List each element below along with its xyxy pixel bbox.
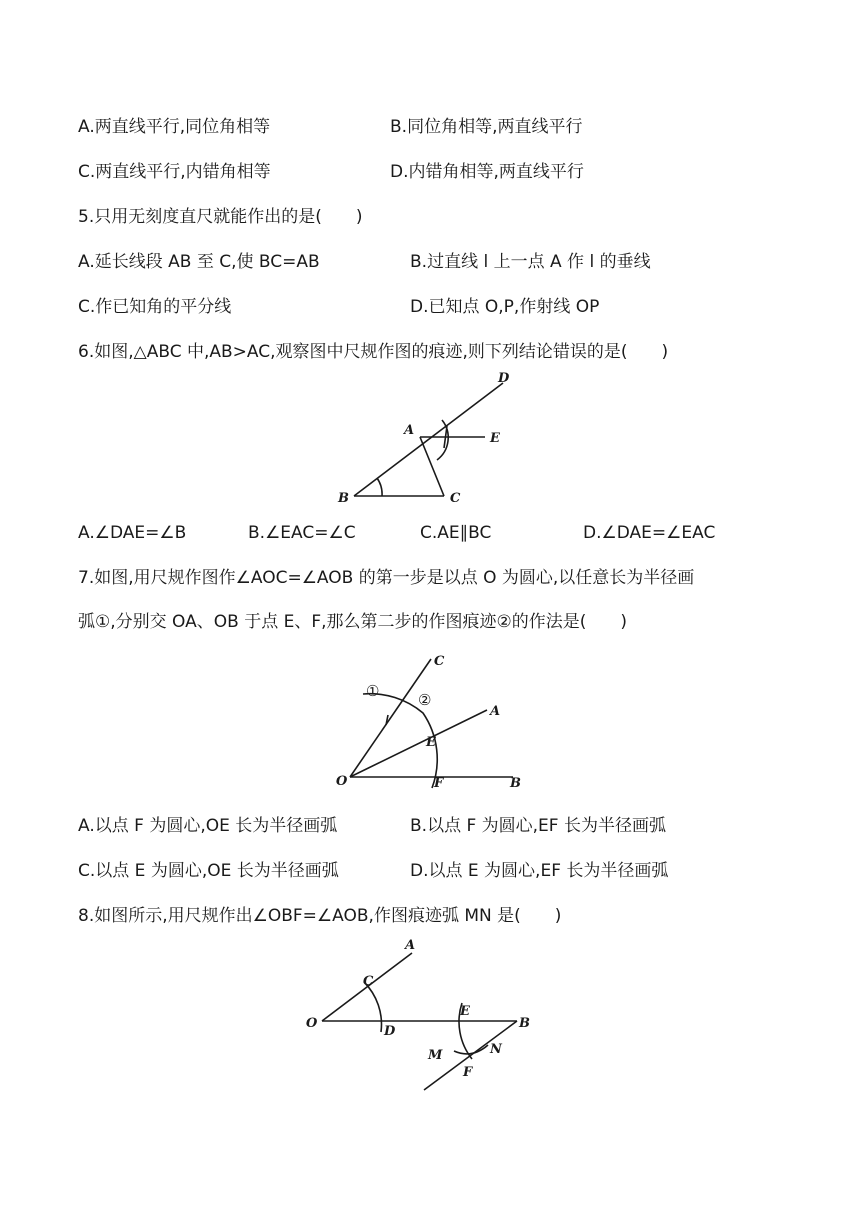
q4-option-b: B.同位角相等,两直线平行 (390, 117, 583, 137)
q4-option-a: A.两直线平行,同位角相等 (78, 117, 271, 137)
q6-triangle-figure (330, 368, 510, 508)
q7-angle-figure (330, 645, 530, 795)
q7-stem-line1: 7.如图,用尺规作图作∠AOC=∠AOB 的第一步是以点 O 为圆心,以任意长为半径画 (78, 568, 695, 588)
label-f: F (463, 1065, 473, 1080)
label-arc-2: ② (418, 691, 432, 709)
q7-option-c: C.以点 E 为圆心,OE 长为半径画弧 (78, 861, 339, 881)
segment-ac (420, 437, 444, 496)
q5-option-c: C.作已知角的平分线 (78, 297, 232, 317)
label-b: B (510, 776, 521, 791)
q5-stem: 5.只用无刻度直尺就能作出的是( ) (78, 207, 363, 227)
q5-option-d: D.已知点 O,P,作射线 OP (410, 297, 600, 317)
label-n: N (490, 1042, 502, 1057)
ray-oc (350, 659, 431, 777)
label-e: E (490, 431, 500, 446)
ray-oa (350, 710, 487, 777)
label-d: D (384, 1024, 396, 1039)
label-c: C (450, 491, 461, 506)
label-a: A (404, 423, 415, 438)
label-b: B (338, 491, 349, 506)
q4-option-c: C.两直线平行,内错角相等 (78, 162, 271, 182)
q6-option-a: A.∠DAE=∠B (78, 523, 187, 543)
label-c: C (363, 974, 374, 989)
label-a: A (490, 704, 501, 719)
q6-stem: 6.如图,△ABC 中,AB>AC,观察图中尺规作图的痕迹,则下列结论错误的是( ) (78, 342, 669, 362)
label-c: C (434, 654, 445, 669)
arc-2-mark (386, 715, 388, 725)
label-e: E (426, 735, 436, 750)
q6-option-c: C.AE∥BC (420, 523, 492, 543)
label-o: O (306, 1016, 318, 1031)
q7-option-b: B.以点 F 为圆心,EF 长为半径画弧 (410, 816, 666, 836)
q7-stem-line2: 弧①,分别交 OA、OB 于点 E、F,那么第二步的作图痕迹②的作法是( ) (78, 612, 628, 632)
q7-option-a: A.以点 F 为圆心,OE 长为半径画弧 (78, 816, 338, 836)
label-o: O (336, 774, 348, 789)
q6-option-b: B.∠EAC=∠C (248, 523, 356, 543)
q7-option-d: D.以点 E 为圆心,EF 长为半径画弧 (410, 861, 669, 881)
label-e: E (460, 1004, 470, 1019)
label-d: D (498, 371, 510, 386)
q6-option-d: D.∠DAE=∠EAC (583, 523, 716, 543)
arc-at-b (377, 478, 382, 496)
label-m: M (428, 1048, 443, 1063)
q8-angle-figure (300, 935, 545, 1095)
q4-option-d: D.内错角相等,两直线平行 (390, 162, 584, 182)
label-arc-1: ① (366, 682, 380, 700)
q5-option-a: A.延长线段 AB 至 C,使 BC=AB (78, 252, 320, 272)
label-b: B (519, 1016, 530, 1031)
q8-stem: 8.如图所示,用尺规作出∠OBF=∠AOB,作图痕迹弧 MN 是( ) (78, 906, 562, 926)
arc-cd (364, 982, 381, 1032)
q5-option-b: B.过直线 l 上一点 A 作 l 的垂线 (410, 252, 651, 272)
label-f: F (434, 776, 444, 791)
label-a: A (405, 938, 416, 953)
ray-bd (354, 383, 503, 496)
